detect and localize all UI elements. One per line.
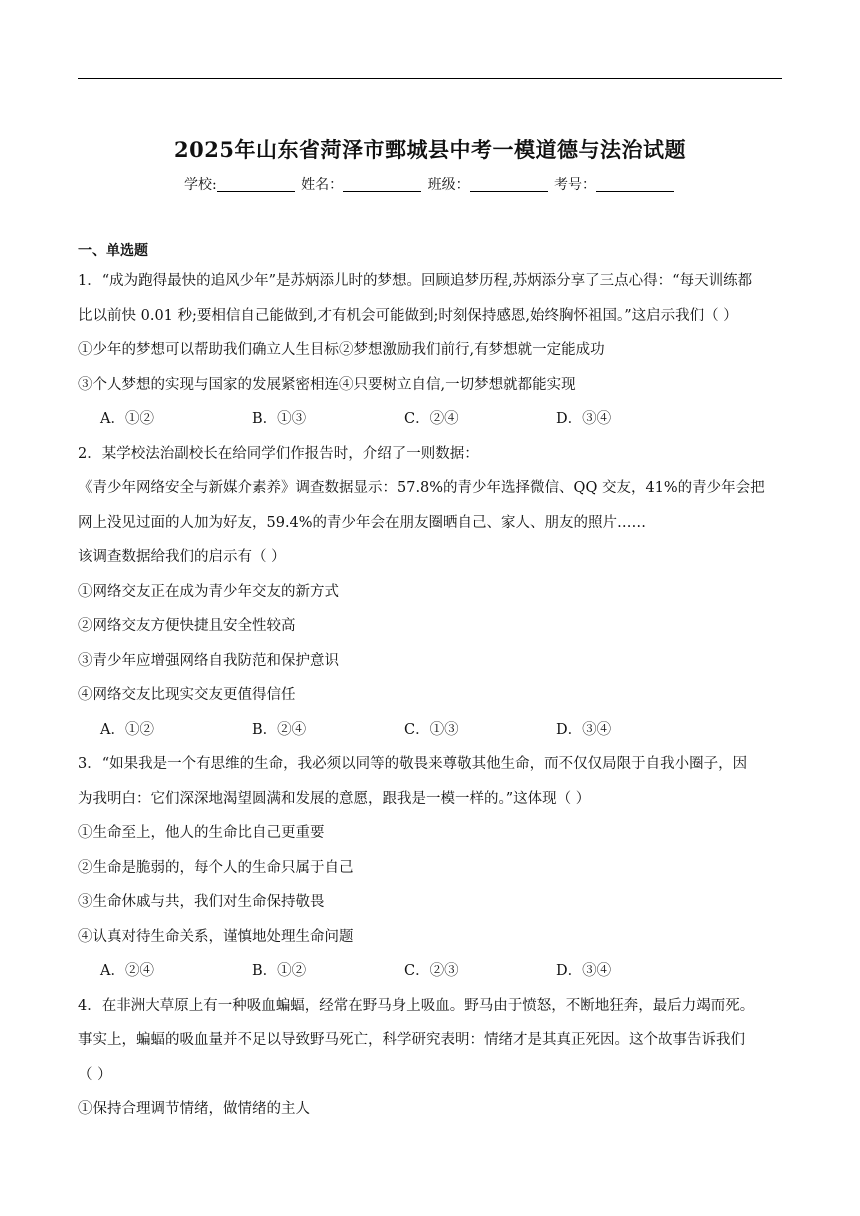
option-d[interactable]: D．③④	[556, 411, 612, 427]
option-a[interactable]: A．①②	[100, 411, 154, 427]
question-statement: ①少年的梦想可以帮助我们确立人生目标②梦想激励我们前行,有梦想就一定能成功	[78, 342, 605, 358]
question-text: 该调查数据给我们的启示有（ ）	[78, 549, 286, 565]
option-b[interactable]: B．①②	[252, 963, 307, 979]
question-statement: ④网络交友比现实交友更值得信任	[78, 687, 296, 703]
question-text: 事实上，蝙蝠的吸血量并不足以导致野马死亡，科学研究表明：情绪才是其真正死因。这个故事告诉我们	[78, 1032, 745, 1048]
question-text: 4．在非洲大草原上有一种吸血蝙蝠，经常在野马身上吸血。野马由于愤怒，不断地狂奔，最后力竭而死。	[78, 997, 755, 1014]
question-statement: ②生命是脆弱的，每个人的生命只属于自己	[78, 859, 354, 876]
question-1	[78, 264, 788, 437]
option-b[interactable]: B．②④	[252, 721, 307, 738]
question-text: （ ）	[78, 1066, 112, 1083]
question-statement: ③个人梦想的实现与国家的发展紧密相连④只要树立自信,一切梦想就都能实现	[78, 376, 576, 393]
question-statement: ②网络交友方便快捷且安全性较高	[78, 618, 296, 634]
answer-options	[78, 402, 788, 437]
question-text: 为我明白：它们深深地渴望圆满和发展的意愿，跟我是一模一样的。”这体现（ ）	[78, 790, 591, 807]
page-title: 2025年山东省菏泽市鄄城县中考一模道德与法治试题	[174, 137, 686, 162]
answer-options	[78, 954, 788, 989]
question-2	[78, 437, 788, 748]
question-text: 《青少年网络安全与新媒介素养》调查数据显示：57.8%的青少年选择微信、QQ 交友，41%的青少年会把	[78, 480, 765, 496]
option-a[interactable]: A．②④	[100, 963, 154, 979]
answer-options	[78, 713, 788, 748]
option-b[interactable]: B．①③	[252, 411, 307, 427]
school-blank[interactable]	[217, 177, 295, 192]
class-blank[interactable]	[470, 177, 548, 192]
number-label: 考号：	[554, 177, 597, 193]
question-3	[78, 747, 788, 989]
option-c[interactable]: C．②④	[404, 411, 459, 427]
school-label: 学校:	[183, 177, 217, 193]
question-statement: ①网络交友正在成为青少年交友的新方式	[78, 583, 339, 600]
option-d[interactable]: D．③④	[556, 963, 612, 979]
question-statement: ③生命休戚与共，我们对生命保持敬畏	[78, 894, 325, 910]
name-blank[interactable]	[343, 177, 421, 192]
question-text: 比以前快 0.01 秒;要相信自己能做到,才有机会可能做到;时刻保持感恩,始终胸怀祖国。”这启示我们（ ）	[78, 307, 738, 324]
option-c[interactable]: C．②③	[404, 963, 459, 979]
questions	[78, 240, 788, 1127]
question-text: 2．某学校法治副校长在给同学们作报告时，介绍了一则数据：	[78, 445, 479, 462]
question-text: 网上没见过面的人加为好友，59.4%的青少年会在朋友圈晒自己、家人、朋友的照片……	[78, 514, 647, 531]
question-statement: ④认真对待生命关系，谨慎地处理生命问题	[78, 928, 354, 945]
class-label: 班级：	[427, 177, 470, 193]
section-heading: 一、单选题	[78, 243, 148, 259]
question-statement: ③青少年应增强网络自我防范和保护意识	[78, 652, 339, 669]
option-a[interactable]: A．①②	[100, 721, 154, 738]
option-d[interactable]: D．③④	[556, 721, 612, 738]
student-info-row	[78, 174, 782, 194]
name-label: 姓名：	[301, 177, 344, 193]
question-4	[78, 989, 788, 1127]
number-blank[interactable]	[596, 177, 674, 192]
question-statement: ①保持合理调节情绪，做情绪的主人	[78, 1101, 310, 1117]
header-rule	[78, 78, 782, 79]
option-c[interactable]: C．①③	[404, 721, 459, 738]
question-statement: ①生命至上，他人的生命比自己更重要	[78, 825, 325, 841]
question-text: 1．“成为跑得最快的追风少年”是苏炳添儿时的梦想。回顾追梦历程,苏炳添分享了三点心得：“每天训练都	[78, 273, 753, 289]
question-text: 3．“如果我是一个有思维的生命，我必须以同等的敬畏来尊敬其他生命，而不仅仅局限于自我小圈子，因	[78, 756, 748, 772]
